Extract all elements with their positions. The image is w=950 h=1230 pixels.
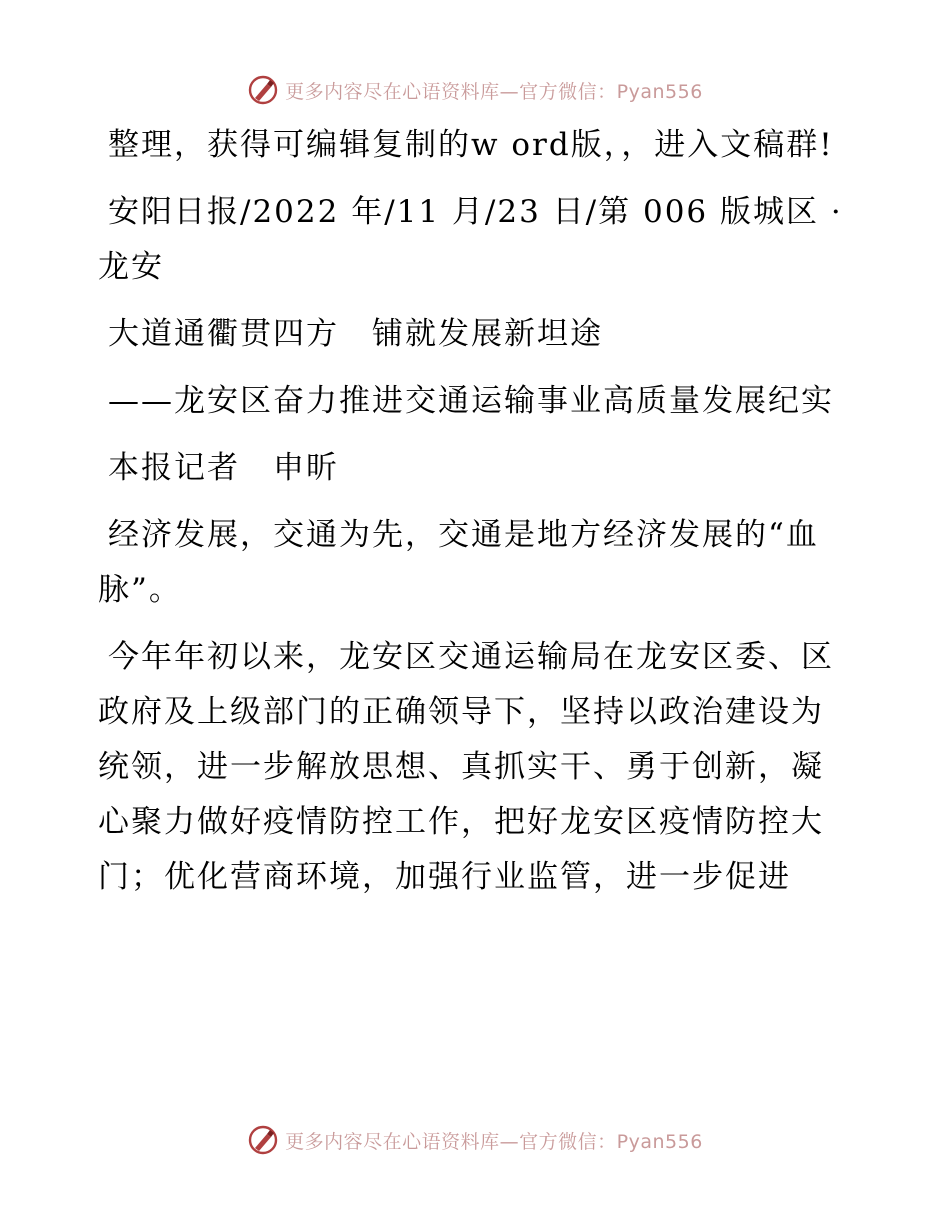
watermark-text: 更多内容尽在心语资料库—官方微信：Pyan556 bbox=[285, 1130, 703, 1153]
byline: 本报记者 申昕 bbox=[108, 450, 339, 486]
source-line: 安阳日报/2022 年/11 月/23 日/第 006 版城区 · 龙安 bbox=[98, 194, 843, 285]
article-subtitle: ——龙安区奋力推进交通运输事业高质量发展纪实 bbox=[108, 383, 834, 419]
pen-circle-icon bbox=[247, 1124, 279, 1156]
body-paragraph-1: 经济发展，交通为先，交通是地方经济发展的“血脉”。 bbox=[98, 517, 819, 608]
intro-paragraph: 整理，获得可编辑复制的w ord版，，进入文稿群! bbox=[108, 127, 834, 163]
header-watermark bbox=[0, 70, 950, 110]
footer-watermark bbox=[0, 1120, 950, 1160]
body-paragraph-2: 今年年初以来，龙安区交通运输局在龙安区委、区政府及上级部门的正确领导下，坚持以政治建设为统领，进一步解放思想、真抓实干、勇于创新，凝心聚力做好疫情防控工作，把好龙安区疫情防控大门；优化营商环境，加强行业监管，进一步促进 bbox=[98, 639, 834, 895]
watermark-text: 更多内容尽在心语资料库—官方微信：Pyan556 bbox=[285, 80, 703, 103]
document-body bbox=[98, 118, 850, 917]
article-title: 大道通衢贯四方 铺就发展新坦途 bbox=[108, 316, 603, 352]
pen-circle-icon bbox=[247, 74, 279, 106]
